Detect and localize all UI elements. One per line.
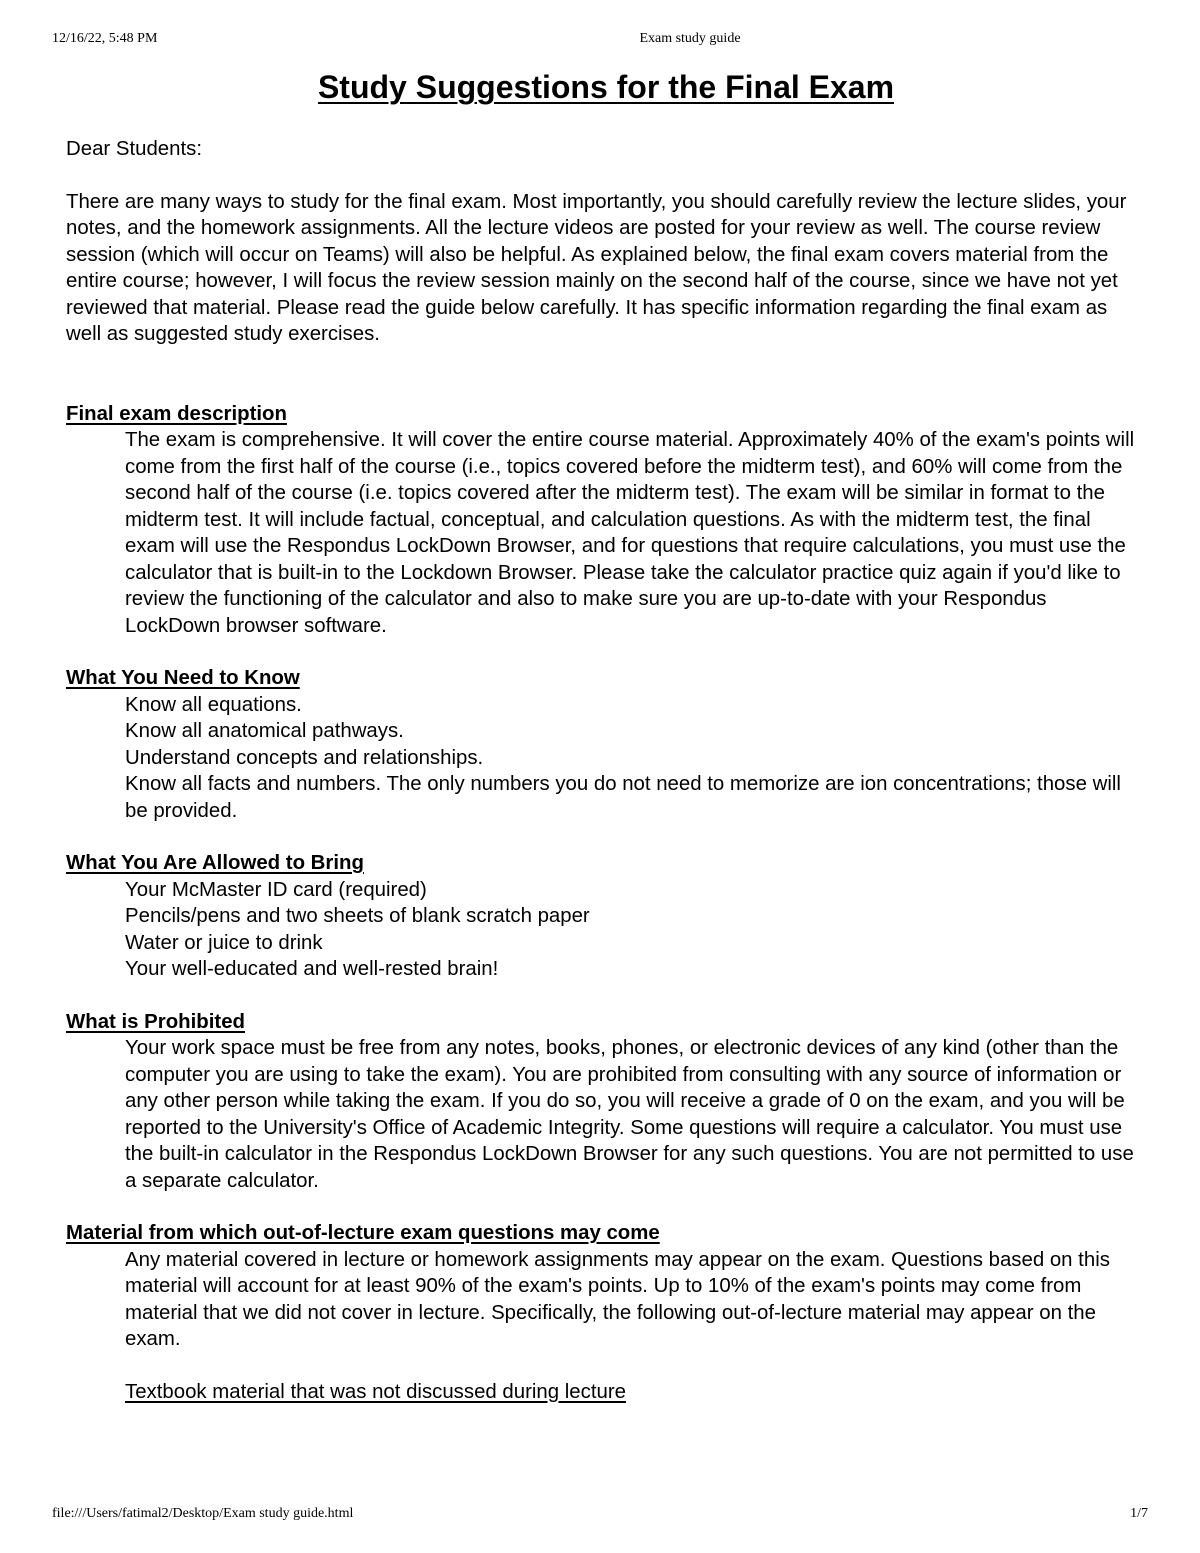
need-to-know-list bbox=[125, 692, 1146, 825]
section-final-exam bbox=[66, 401, 1146, 640]
print-footer bbox=[0, 1506, 1200, 1524]
list-item: Pencils/pens and two sheets of blank scratch paper bbox=[125, 905, 590, 927]
section-heading: Final exam description bbox=[66, 402, 287, 425]
list-item: Know all anatomical pathways. bbox=[125, 720, 404, 742]
section-spacer bbox=[66, 348, 1146, 401]
print-page-title: Exam study guide bbox=[639, 31, 741, 46]
section-body: Any material covered in lecture or homework assignments may appear on the exam. Questions based on this material will account for at least 90% of the exam's points. Up to 10% of the exam's points may come from material that we did not cover in lecture. Specifically, the following out-of-lecture material may appear on the exam. bbox=[125, 1248, 1110, 1350]
allowed-list bbox=[125, 877, 1146, 983]
intro-paragraph: There are many ways to study for the final exam. Most importantly, you should carefully review the lecture slides, your notes, and the homework assignments. All the lecture videos are posted for your review as well. The course review session (which will occur on Teams) will also be helpful. As explained below, the final exam covers material from the entire course; however, I will focus the review session mainly on the second half of the course, since we have not yet reviewed that material. Please read the guide below carefully. It has specific information regarding the final exam as well as suggested study exercises. bbox=[66, 190, 1127, 345]
section-need-to-know bbox=[66, 665, 1146, 824]
section-heading: Material from which out-of-lecture exam questions may come bbox=[66, 1222, 660, 1244]
greeting: Dear Students: bbox=[66, 138, 203, 160]
document-body bbox=[66, 66, 1146, 1431]
section-heading: What You Need to Know bbox=[66, 667, 300, 689]
section-body: Your work space must be free from any notes, books, phones, or electronic devices of any kind (other than the computer you are using to take the exam). You are prohibited from consulting with any source of information or any other person while taking the exam. If you do so, you will receive a grade of 0 on the exam, and you will be reported to the University's Office of Academic Integrity. Some questions will require a calculator. You must use the built-in calculator in the Respondus LockDown Browser for any such questions. You are not permitted to use a separate calculator. bbox=[125, 1037, 1134, 1192]
list-item: Your well-educated and well-rested brain! bbox=[125, 958, 499, 980]
list-item: Understand concepts and relationships. bbox=[125, 746, 484, 769]
section-heading: What You Are Allowed to Bring bbox=[66, 852, 364, 874]
list-item: Know all equations. bbox=[125, 693, 302, 716]
document-title: Study Suggestions for the Final Exam bbox=[317, 69, 895, 105]
print-page-number: 1/7 bbox=[1130, 1506, 1148, 1521]
section-prohibited bbox=[66, 1009, 1146, 1195]
list-item: Water or juice to drink bbox=[125, 931, 323, 954]
print-header bbox=[0, 31, 1200, 49]
subheading: Textbook material that was not discussed during lecture bbox=[125, 1380, 626, 1403]
print-file-path: file:///Users/fatimal2/Desktop/Exam study guide.html bbox=[52, 1506, 354, 1521]
section-heading: What is Prohibited bbox=[66, 1010, 245, 1033]
section-allowed bbox=[66, 850, 1146, 983]
section-body: The exam is comprehensive. It will cover the entire course material. Approximately 40% of the exam's points will come from the first half of the course (i.e., topics covered before the midterm test), and 60% will come from the second half of the course (i.e. topics covered after the midterm test). The exam will be similar in format to the midterm test. It will include factual, conceptual, and calculation questions. As with the midterm test, the final exam will use the Respondus LockDown Browser, and for questions that require calculations, you must use the calculator that is built-in to the Lockdown Browser. Please take the calculator practice quiz again if you'd like to review the functioning of the calculator and also to make sure you are up-to-date with your Respondus LockDown browser software. bbox=[125, 429, 1135, 637]
list-item: Your McMaster ID card (required) bbox=[125, 878, 427, 901]
print-datetime: 12/16/22, 5:48 PM bbox=[52, 31, 158, 46]
list-item: Know all facts and numbers. The only numbers you do not need to memorize are ion concentrations; those will be provided. bbox=[125, 773, 1121, 822]
section-out-of-lecture bbox=[66, 1220, 1146, 1405]
